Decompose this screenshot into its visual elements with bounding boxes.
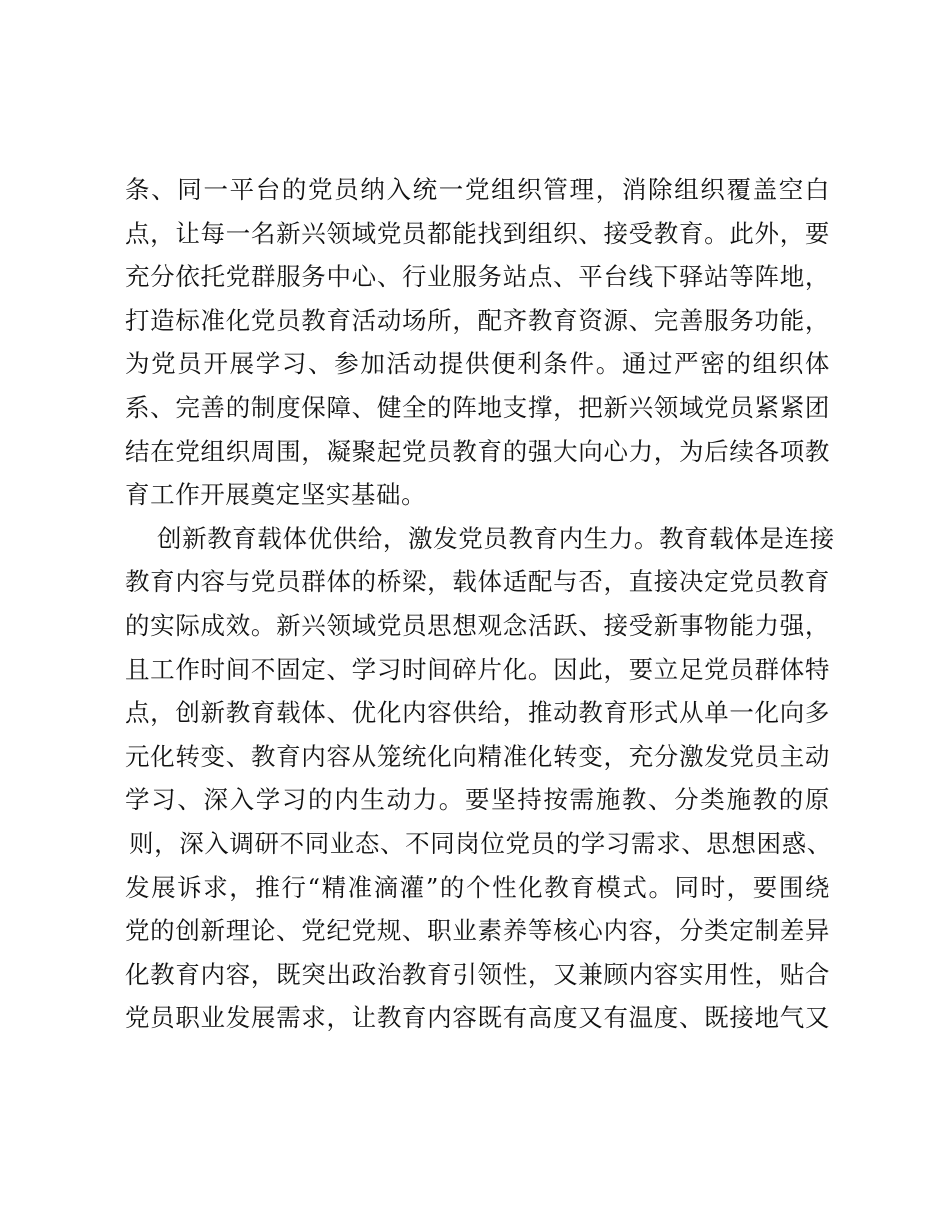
- text-line-15: 学习、深入学习的内生动力。要坚持按需施教、分类施教的原: [125, 785, 830, 815]
- text-line-20: 党员职业发展需求，让教育内容既有高度又有温度、既接地气又: [125, 1003, 830, 1033]
- text-line-3: 充分依托党群服务中心、行业服务站点、平台线下驿站等阵地，: [125, 262, 830, 292]
- text-line-6: 系、完善的制度保障、健全的阵地支撑，把新兴领域党员紧紧团: [125, 392, 830, 422]
- text-line-8: 育工作开展奠定坚实基础。: [125, 480, 427, 510]
- text-line-18: 党的创新理论、党纪党规、职业素养等核心内容，分类定制差异: [125, 916, 830, 946]
- text-line-17: 发展诉求，推行“精准滴灌”的个性化教育模式。同时，要围绕: [125, 872, 830, 902]
- text-line-1: 条、同一平台的党员纳入统一党组织管理，消除组织覆盖空白: [125, 175, 830, 204]
- body-text: [125, 168, 835, 1040]
- text-line-16: 则，深入调研不同业态、不同岗位党员的学习需求、思想困惑、: [129, 828, 832, 858]
- paragraph-heading-line: 创新教育载体优供给，激发党员教育内生力。教育载体是连接: [157, 523, 835, 553]
- text-line-5: 为党员开展学习、参加活动提供便利条件。通过严密的组织体: [125, 349, 830, 379]
- text-line-7: 结在党组织周围，凝聚起党员教育的强大向心力，为后续各项教: [125, 436, 830, 466]
- text-line-4: 打造标准化党员教育活动场所，配齐教育资源、完善服务功能，: [125, 305, 830, 335]
- text-line-19: 化教育内容，既突出政治教育引领性，又兼顾内容实用性，贴合: [125, 959, 830, 989]
- text-line-13: 点，创新教育载体、优化内容供给，推动教育形式从单一化向多: [125, 698, 830, 728]
- text-line-14: 元化转变、教育内容从笼统化向精准化转变，充分激发党员主动: [125, 741, 830, 771]
- text-line-10: 教育内容与党员群体的桥梁，载体适配与否，直接决定党员教育: [125, 567, 830, 597]
- text-line-11: 的实际成效。新兴领域党员思想观念活跃、接受新事物能力强，: [125, 610, 830, 640]
- text-line-12: 且工作时间不固定、学习时间碎片化。因此，要立足党员群体特: [125, 654, 830, 684]
- text-line-2: 点，让每一名新兴领域党员都能找到组织、接受教育。此外，要: [125, 218, 830, 248]
